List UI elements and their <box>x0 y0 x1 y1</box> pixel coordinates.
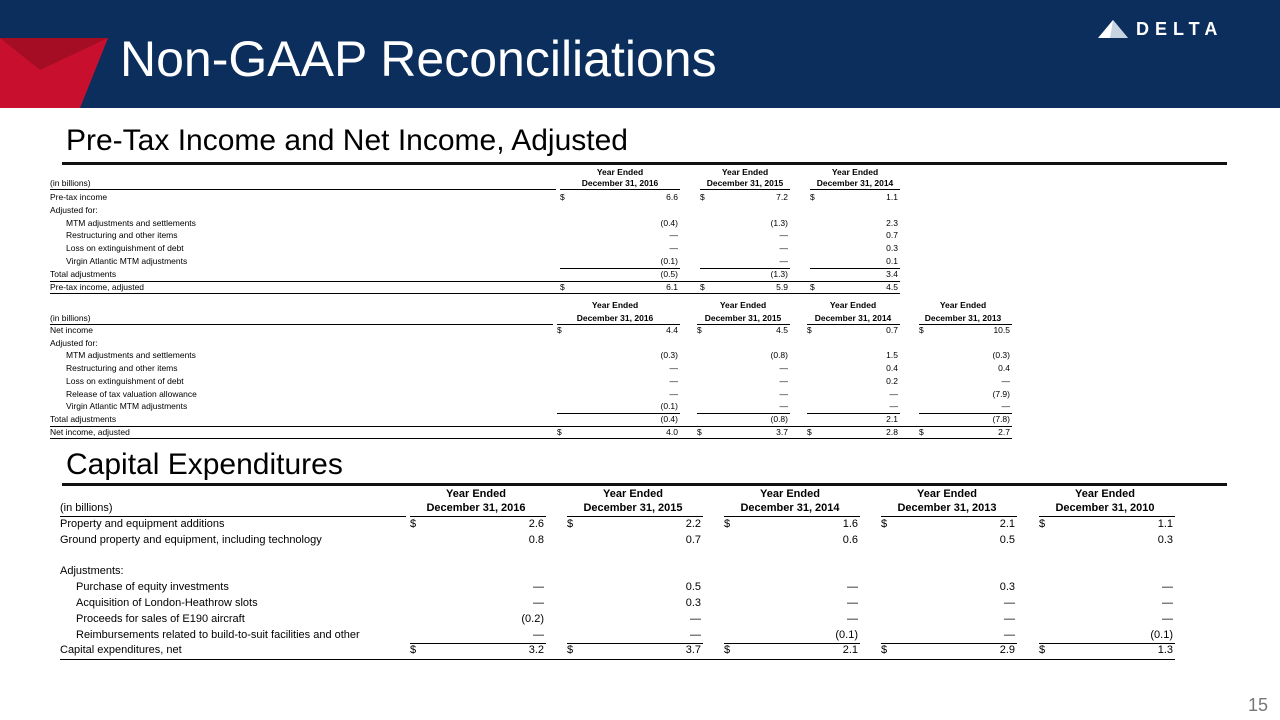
table-cell-value: 0.5 <box>685 581 701 594</box>
table-cell-value: (1.3) <box>770 217 788 228</box>
column-header-top: Year Ended <box>721 167 769 177</box>
column-header-date: December 31, 2014 <box>814 313 892 323</box>
table-row-label: Total adjustments <box>50 268 117 279</box>
table-cell-value: — <box>669 388 678 399</box>
table-cell-value: (0.1) <box>1150 628 1173 641</box>
table-cell-value: 0.8 <box>528 533 544 546</box>
table-cell-value: (0.1) <box>835 628 858 641</box>
table-row-label: Adjusted for: <box>50 204 98 215</box>
table-cell-value: (7.9) <box>992 388 1010 399</box>
table-cell-value: — <box>669 243 678 254</box>
table-cell-value: 2.1 <box>886 413 898 424</box>
currency-symbol: $ <box>410 518 417 530</box>
table-cell-value: 2.2 <box>685 518 701 530</box>
table-cell-value: 2.9 <box>999 644 1015 657</box>
delta-logo <box>1098 18 1223 40</box>
table-row-label: Property and equipment additions <box>60 518 225 530</box>
table-cell-value: 0.5 <box>999 533 1015 546</box>
table-row-label: Pre-tax income, adjusted <box>50 281 145 292</box>
table-cell-value: — <box>669 230 678 241</box>
table-cell-value: (0.4) <box>660 413 678 424</box>
header-banner <box>0 0 1280 108</box>
table-cell-value: (0.8) <box>770 413 788 424</box>
column-header-underline <box>881 516 1017 517</box>
currency-symbol: $ <box>724 644 731 657</box>
page-title: Non-GAAP Reconciliations <box>120 31 717 87</box>
currency-symbol: $ <box>567 644 574 657</box>
table-row-label: Adjustments: <box>60 565 124 578</box>
column-header-underline <box>700 189 790 190</box>
column-header-top: Year Ended <box>829 300 877 310</box>
column-header-top: Year Ended <box>591 300 639 310</box>
table-cell-value: — <box>669 375 678 386</box>
column-header-underline <box>810 189 900 190</box>
table-cell-value: — <box>1004 612 1015 625</box>
table-row-label: Restructuring and other items <box>66 230 178 241</box>
currency-symbol: $ <box>410 644 417 657</box>
currency-symbol: $ <box>700 281 705 292</box>
table-row-label: Adjusted for: <box>50 337 98 348</box>
table-cell-value: 4.4 <box>666 325 678 335</box>
table-cell-value: 0.3 <box>685 597 701 609</box>
table-cell-value: (0.1) <box>660 401 678 412</box>
table-cell-value: 2.3 <box>886 217 898 228</box>
table-row-label: Virgin Atlantic MTM adjustments <box>66 256 188 266</box>
table-row-label: Loss on extinguishment of debt <box>66 243 184 254</box>
table-cell-value: 3.4 <box>886 268 898 279</box>
unit-label: (in billions) <box>60 502 113 514</box>
currency-symbol: $ <box>697 325 702 335</box>
currency-symbol: $ <box>700 192 705 202</box>
table-cell-value: — <box>889 401 898 412</box>
column-header-date: December 31, 2015 <box>706 178 784 188</box>
column-header-underline <box>1039 516 1175 517</box>
table-cell-value: 2.1 <box>842 644 858 657</box>
table-cell-value: — <box>779 363 788 374</box>
table-cell-value: 0.4 <box>886 363 898 374</box>
section-rule-1 <box>62 162 1227 165</box>
currency-symbol: $ <box>881 644 888 657</box>
table-cell-value: (0.8) <box>770 350 788 361</box>
row-rule <box>50 293 900 294</box>
column-header-date: December 31, 2010 <box>1055 502 1155 514</box>
table-cell-value: (0.5) <box>660 268 678 279</box>
table-cell-value: — <box>779 401 788 412</box>
table-cell-value: 1.6 <box>842 518 858 530</box>
table-cell-value: 0.3 <box>999 581 1015 594</box>
unit-label-underline <box>60 516 406 517</box>
table-cell-value: — <box>690 628 701 641</box>
table-cell-value: — <box>1162 612 1173 625</box>
table-cell-value: 1.1 <box>886 192 898 202</box>
table-cell-value: (0.3) <box>660 350 678 361</box>
column-header-date: December 31, 2014 <box>816 178 894 188</box>
table-cell-value: — <box>1004 597 1015 609</box>
currency-symbol: $ <box>1039 644 1046 657</box>
table-cell-value: 3.7 <box>776 426 788 437</box>
table-cell-value: (0.3) <box>992 350 1010 361</box>
currency-symbol: $ <box>919 325 924 335</box>
table-row-label: Net income, adjusted <box>50 426 130 437</box>
currency-symbol: $ <box>810 192 815 202</box>
column-header-top: Year Ended <box>917 488 977 500</box>
table-cell-value: — <box>779 388 788 399</box>
column-header-date: December 31, 2013 <box>924 313 1002 323</box>
column-header-date: December 31, 2014 <box>740 502 840 514</box>
currency-symbol: $ <box>881 518 888 530</box>
table-row-label: Purchase of equity investments <box>76 581 229 594</box>
table-row-label: Restructuring and other items <box>66 363 178 374</box>
table-cell-value: 0.2 <box>886 375 898 386</box>
column-header-top: Year Ended <box>939 300 987 310</box>
table-cell-value: (0.4) <box>660 217 678 228</box>
column-header-top: Year Ended <box>760 488 820 500</box>
table-cell-value: 0.3 <box>886 243 898 254</box>
column-header-top: Year Ended <box>603 488 663 500</box>
table-cell-value: — <box>847 597 858 609</box>
table-cell-value: 0.7 <box>685 533 701 546</box>
table-cell-value: 10.5 <box>993 325 1010 335</box>
currency-symbol: $ <box>560 192 565 202</box>
table-cell-value: 1.1 <box>1157 518 1173 530</box>
table-cell-value: — <box>847 612 858 625</box>
table-cell-value: — <box>533 597 544 609</box>
table-cell-value: (0.1) <box>660 256 678 266</box>
table-cell-value: 0.7 <box>886 230 898 241</box>
table-cell-value: 2.1 <box>999 518 1015 530</box>
table-cell-value: 5.9 <box>776 281 788 292</box>
section-rule-2 <box>62 483 1227 486</box>
table-cell-value: — <box>690 612 701 625</box>
table-cell-value: — <box>1162 597 1173 609</box>
currency-symbol: $ <box>557 426 562 437</box>
table-cell-value: — <box>779 375 788 386</box>
table-cell-value: — <box>779 243 788 254</box>
table-cell-value: — <box>1001 375 1010 386</box>
table-cell-value: 3.7 <box>685 644 701 657</box>
table-cell-value: 2.7 <box>998 426 1010 437</box>
currency-symbol: $ <box>567 518 574 530</box>
table-row-label: Total adjustments <box>50 413 117 424</box>
table-cell-value: (0.2) <box>521 612 544 625</box>
table-row-label: MTM adjustments and settlements <box>66 350 196 361</box>
table-cell-value: 0.6 <box>842 533 858 546</box>
table-row-label: Virgin Atlantic MTM adjustments <box>66 401 188 412</box>
table-cell-value: — <box>1004 628 1015 641</box>
table-row-label: Pre-tax income <box>50 192 108 202</box>
unit-label-underline <box>50 324 553 325</box>
table-cell-value: 0.4 <box>998 363 1010 374</box>
column-header-date: December 31, 2016 <box>426 502 526 514</box>
table-row-label: MTM adjustments and settlements <box>66 217 196 228</box>
column-header-date: December 31, 2016 <box>581 178 659 188</box>
table-cell-value: 0.1 <box>886 256 898 266</box>
column-header-top: Year Ended <box>1075 488 1135 500</box>
table-row-label: Release of tax valuation allowance <box>66 388 197 399</box>
table-cell-value: 4.5 <box>886 281 898 292</box>
row-rule <box>50 438 1012 439</box>
table-cell-value: 1.3 <box>1157 644 1173 657</box>
table-row-label: Proceeds for sales of E190 aircraft <box>76 612 245 625</box>
currency-symbol: $ <box>697 426 702 437</box>
column-header-underline <box>560 189 680 190</box>
table-row-label: Acquisition of London-Heathrow slots <box>76 597 258 609</box>
column-header-date: December 31, 2016 <box>576 313 654 323</box>
table-cell-value: 4.5 <box>776 325 788 335</box>
delta-logo-text: DELTA <box>1136 18 1224 39</box>
table-cell-value: — <box>779 230 788 241</box>
currency-symbol: $ <box>807 426 812 437</box>
column-header-date: December 31, 2015 <box>583 502 683 514</box>
table-cell-value: 7.2 <box>776 192 788 202</box>
unit-label: (in billions) <box>50 178 91 188</box>
table-cell-value: 1.5 <box>886 350 898 361</box>
table-cell-value: — <box>1162 581 1173 594</box>
section-title-capex: Capital Expenditures <box>66 448 343 481</box>
column-header-underline <box>567 516 703 517</box>
table-cell-value: — <box>669 363 678 374</box>
table-cell-value: — <box>1001 401 1010 412</box>
table-cell-value: 2.8 <box>886 426 898 437</box>
table-cell-value: 4.0 <box>666 426 678 437</box>
column-header-top: Year Ended <box>596 167 644 177</box>
table-cell-value: 0.7 <box>886 325 898 335</box>
row-rule <box>60 659 1175 660</box>
table-cell-value: (7.8) <box>992 413 1010 424</box>
section-title-pretax: Pre-Tax Income and Net Income, Adjusted <box>66 124 628 157</box>
delta-widget-icon <box>1098 20 1128 38</box>
column-header-date: December 31, 2015 <box>704 313 782 323</box>
unit-label: (in billions) <box>50 313 91 323</box>
table-cell-value: — <box>779 256 788 266</box>
table-cell-value: — <box>533 628 544 641</box>
column-header-top: Year Ended <box>831 167 879 177</box>
column-header-top: Year Ended <box>719 300 767 310</box>
table-cell-value: 6.1 <box>666 281 678 292</box>
table-cell-value: 0.3 <box>1157 533 1173 546</box>
currency-symbol: $ <box>919 426 924 437</box>
table-row-label: Ground property and equipment, including technology <box>60 533 322 546</box>
table-row-label: Loss on extinguishment of debt <box>66 375 184 386</box>
currency-symbol: $ <box>724 518 731 530</box>
table-cell-value: 2.6 <box>528 518 544 530</box>
currency-symbol: $ <box>810 281 815 292</box>
column-header-date: December 31, 2013 <box>897 502 997 514</box>
currency-symbol: $ <box>560 281 565 292</box>
table-cell-value: 6.6 <box>666 192 678 202</box>
currency-symbol: $ <box>1039 518 1046 530</box>
currency-symbol: $ <box>557 325 562 335</box>
table-row-label: Net income <box>50 325 93 335</box>
table-row-label: Reimbursements related to build-to-suit facilities and other <box>76 628 360 641</box>
table-row-label: Capital expenditures, net <box>60 644 182 657</box>
table-cell-value: — <box>889 388 898 399</box>
delta-red-wedge <box>0 0 140 108</box>
page-number: 15 <box>1247 695 1268 715</box>
table-cell-value: (1.3) <box>770 268 788 279</box>
table-cell-value: — <box>847 581 858 594</box>
currency-symbol: $ <box>807 325 812 335</box>
unit-label-underline <box>50 189 556 190</box>
table-cell-value: 3.2 <box>528 644 544 657</box>
column-header-underline <box>724 516 860 517</box>
column-header-top: Year Ended <box>446 488 506 500</box>
column-header-underline <box>410 516 546 517</box>
table-cell-value: — <box>533 581 544 594</box>
